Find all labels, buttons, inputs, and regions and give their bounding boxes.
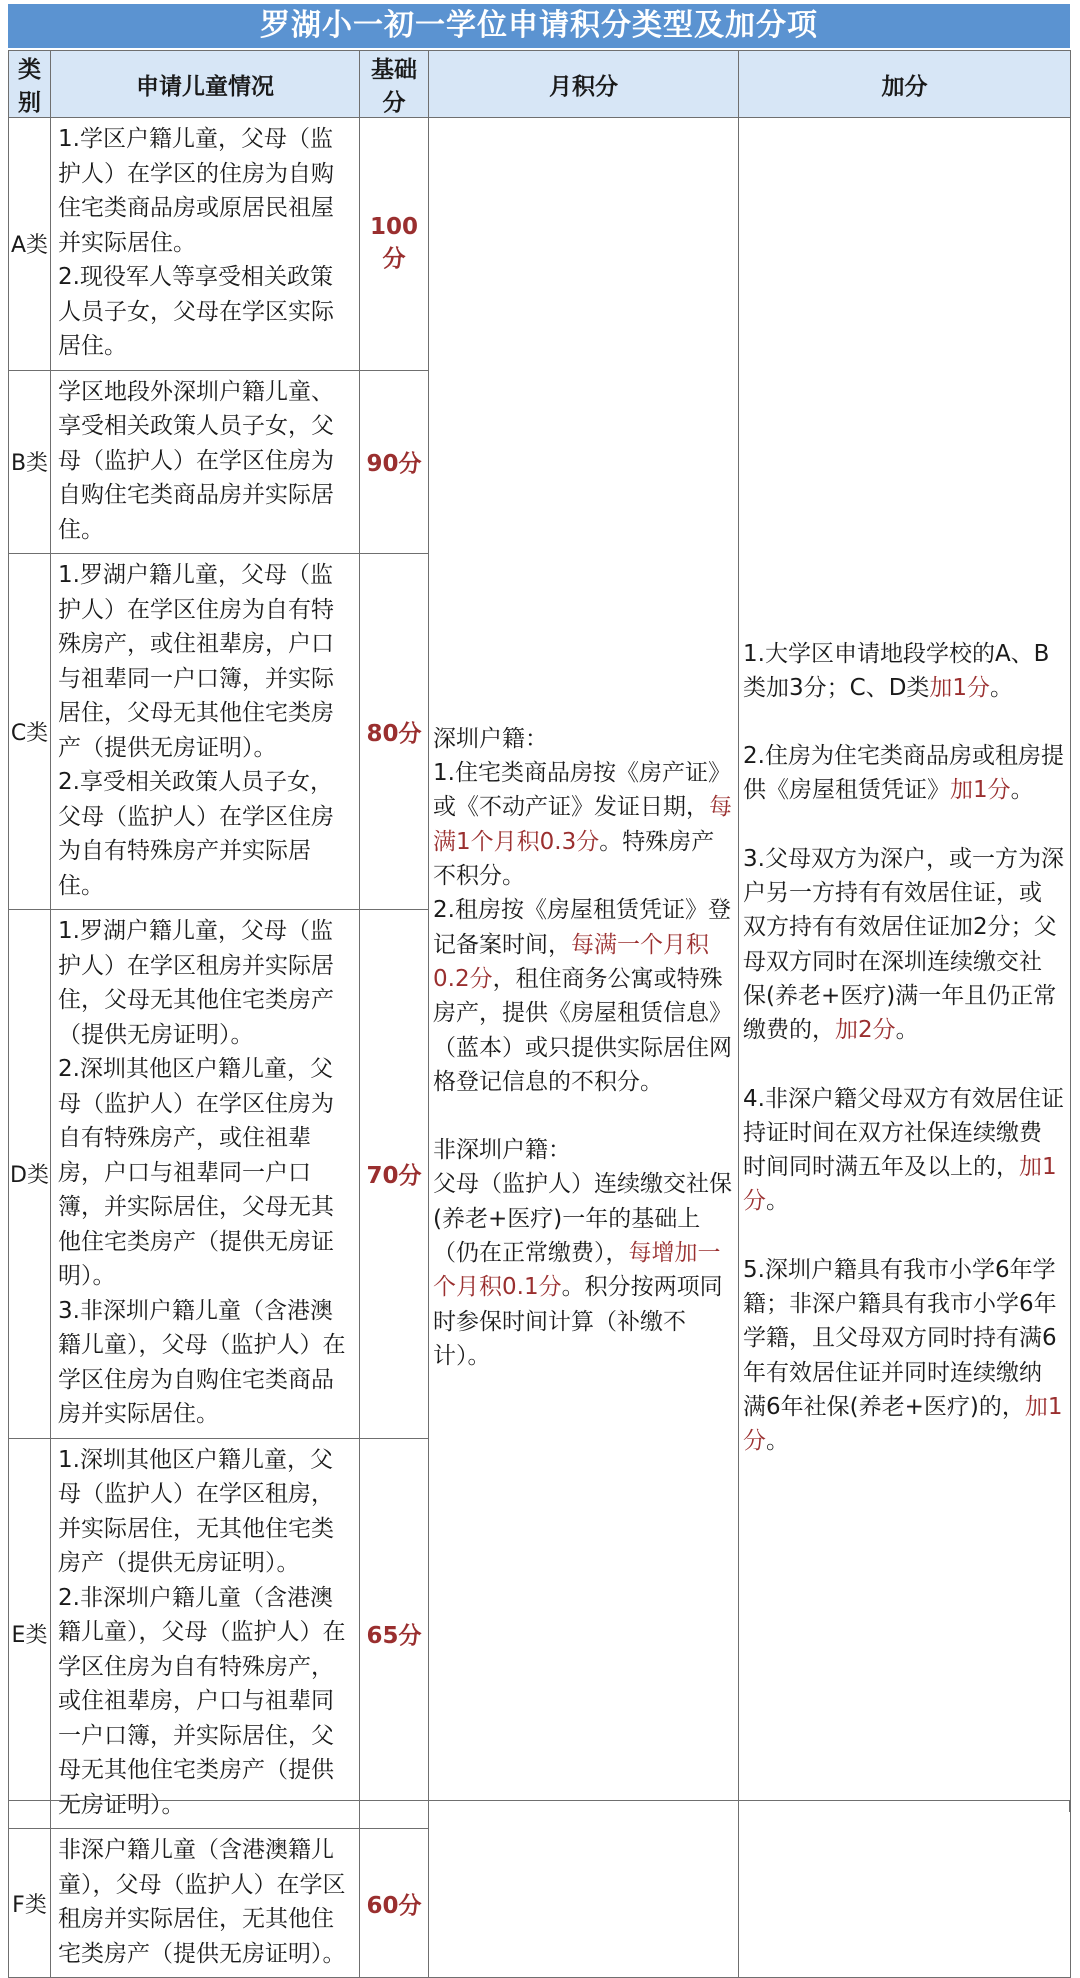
monthly-nonsz-heading: 非深圳户籍： [433,1137,571,1164]
header-bonus: 加分 [739,51,1071,118]
base-score-cell: 65分 [360,1438,429,1829]
monthly-sz-item2 [433,893,732,1099]
spacer [743,1048,1064,1082]
bonus-text: 。 [766,1188,789,1215]
bonus-text: 1.大学区申请地段学校的A、B类加3分；C、D类 [743,640,1050,701]
table-row [9,118,1071,371]
document-title: 罗湖小一初一学位申请积分类型及加分项 [8,4,1070,48]
situation-cell [51,1438,360,1829]
bonus-text: 。 [1010,777,1034,804]
bonus-item4 [743,1082,1064,1219]
situation-line: 1.深圳其他区户籍儿童，父母（监护人）在学区租房，并实际居住，无其他住宅类房产（提供无房证明）。 [58,1446,334,1576]
monthly-text: 父母（监护人）连续缴交社保(养老+医疗)一年的基础上（仍在正常缴费）， [433,1171,732,1266]
header-situation: 申请儿童情况 [51,51,360,118]
monthly-text: 。特殊房产不积分。 [433,828,715,890]
monthly-text: 。积分按两项同时参保时间计算（补缴不计）。 [433,1274,723,1369]
monthly-sz-heading: 深圳户籍： [433,725,548,752]
situation-cell [51,1829,360,1978]
situation-line: 2.现役军人等享受相关政策人员子女，父母在学区实际居住。 [58,264,334,359]
bonus-points-cell [739,118,1071,1978]
bonus-text: 3.父母双方为深户，或一方为深户另一方持有有效居住证，或双方持有有效居住证加2分；父母双方同时在深圳连续缴交社保(养老+医疗)满一年且仍正常缴费的， [743,845,1064,1044]
category-cell: E类 [9,1438,51,1829]
situation-line: 2.深圳其他区户籍儿童，父母（监护人）在学区住房为自有特殊房产，或住祖辈房，户口与祖辈同一户口簿，并实际居住，父母无其他住宅类房产（提供无房证明）。 [58,1056,334,1289]
situation-cell [51,910,360,1439]
situation-cell [51,554,360,910]
category-cell: B类 [9,370,51,554]
monthly-sz-item1 [433,756,732,893]
monthly-text: 2.租房按《房屋租赁凭证》登记备案时间， [433,897,731,958]
bonus-highlight: 加1分 [929,674,991,701]
situation-line: 3.非深圳户籍儿童（含港澳籍儿童），父母（监护人）在学区住房为自购住宅类商品房并实际居住。 [58,1297,346,1427]
header-base-score: 基础分 [360,51,429,118]
situation-line: 1.罗湖户籍儿童，父母（监护人）在学区租房并实际居住，父母无其他住宅类房产（提供无房证明）。 [58,918,334,1048]
spacer [743,1219,1064,1253]
category-cell: F类 [9,1829,51,1978]
bonus-text: 5.深圳户籍具有我市小学6年学籍；非深户籍具有我市小学6年学籍，且父母双方同时持有满6年有效居住证并同时连续缴纳满6年社保(养老+医疗)的， [743,1256,1057,1420]
monthly-highlight: 每增加一个月积0.1分 [433,1239,721,1301]
spacer [433,1099,732,1133]
monthly-text: ，租住商务公寓或特殊房产，提供《房屋租赁信息》（蓝本）或只提供实际居住网格登记信息的不积分。 [433,965,732,1095]
header-monthly: 月积分 [429,51,739,118]
bonus-item2 [743,739,1064,808]
bonus-text: 。 [990,674,1014,701]
situation-cell [51,370,360,554]
bonus-text: 2.住房为住宅类商品房或租房提供《房屋租赁凭证》 [743,743,1064,804]
base-score-cell: 90分 [360,370,429,554]
category-cell: A类 [9,118,51,371]
bonus-highlight: 加2分 [835,1017,896,1044]
spacer [743,808,1064,842]
monthly-nonsz-item [433,1167,732,1373]
situation-line: 学区地段外深圳户籍儿童、享受相关政策人员子女，父母（监护人）在学区住房为自购住宅类商品房并实际居住。 [58,378,334,543]
header-category: 类别 [9,51,51,118]
situation-line: 1.罗湖户籍儿童，父母（监护人）在学区住房为自有特殊房产，或住祖辈房，户口与祖辈同一户口簿，并实际居住，父母无其他住宅类房产（提供无房证明）。 [58,562,334,761]
points-table [8,50,1071,1978]
monthly-points-cell [429,118,739,1978]
base-score-cell: 70分 [360,910,429,1439]
base-score-cell: 80分 [360,554,429,910]
base-score-cell: 60分 [360,1829,429,1978]
category-cell: C类 [9,554,51,910]
situation-line: 非深户籍儿童（含港澳籍儿童），父母（监护人）在学区租房并实际居住，无其他住宅类房产（提供无房证明）。 [58,1837,346,1967]
bonus-highlight: 加1分 [743,1154,1057,1215]
situation-line: 1.学区户籍儿童，父母（监护人）在学区的住房为自购住宅类商品房或原居民祖屋并实际居住。 [58,126,334,256]
situation-line: 2.享受相关政策人员子女，父母（监护人）在学区住房为自有特殊房产并实际居住。 [58,769,334,899]
table-header-row [9,51,1071,118]
bonus-text: 4.非深户籍父母双方有效居住证持证时间在双方社保连续缴费时间同时满五年及以上的， [743,1085,1064,1181]
table-footer-edge [8,1800,1070,1812]
monthly-text: 1.住宅类商品房按《房产证》或《不动产证》发证日期， [433,760,731,821]
bonus-highlight: 加1分 [743,1393,1063,1455]
base-score-cell: 100分 [360,118,429,371]
category-cell: D类 [9,910,51,1439]
bonus-text: 。 [895,1017,919,1044]
situation-line: 2.非深圳户籍儿童（含港澳籍儿童），父母（监护人）在学区住房为自有特殊房产，或住祖辈房，户口与祖辈同一户口簿，并实际居住，父母无其他住宅类房产（提供无房证明）。 [58,1584,346,1818]
monthly-highlight: 每满一个月积0.2分 [433,931,709,992]
bonus-item3 [743,842,1064,1048]
bonus-item1 [743,637,1064,706]
situation-cell [51,118,360,371]
monthly-highlight: 每满1个月积0.3分 [433,794,732,855]
bonus-item5 [743,1253,1064,1459]
spacer [743,705,1064,739]
bonus-highlight: 加1分 [950,777,1011,804]
bonus-text: 。 [766,1428,789,1455]
